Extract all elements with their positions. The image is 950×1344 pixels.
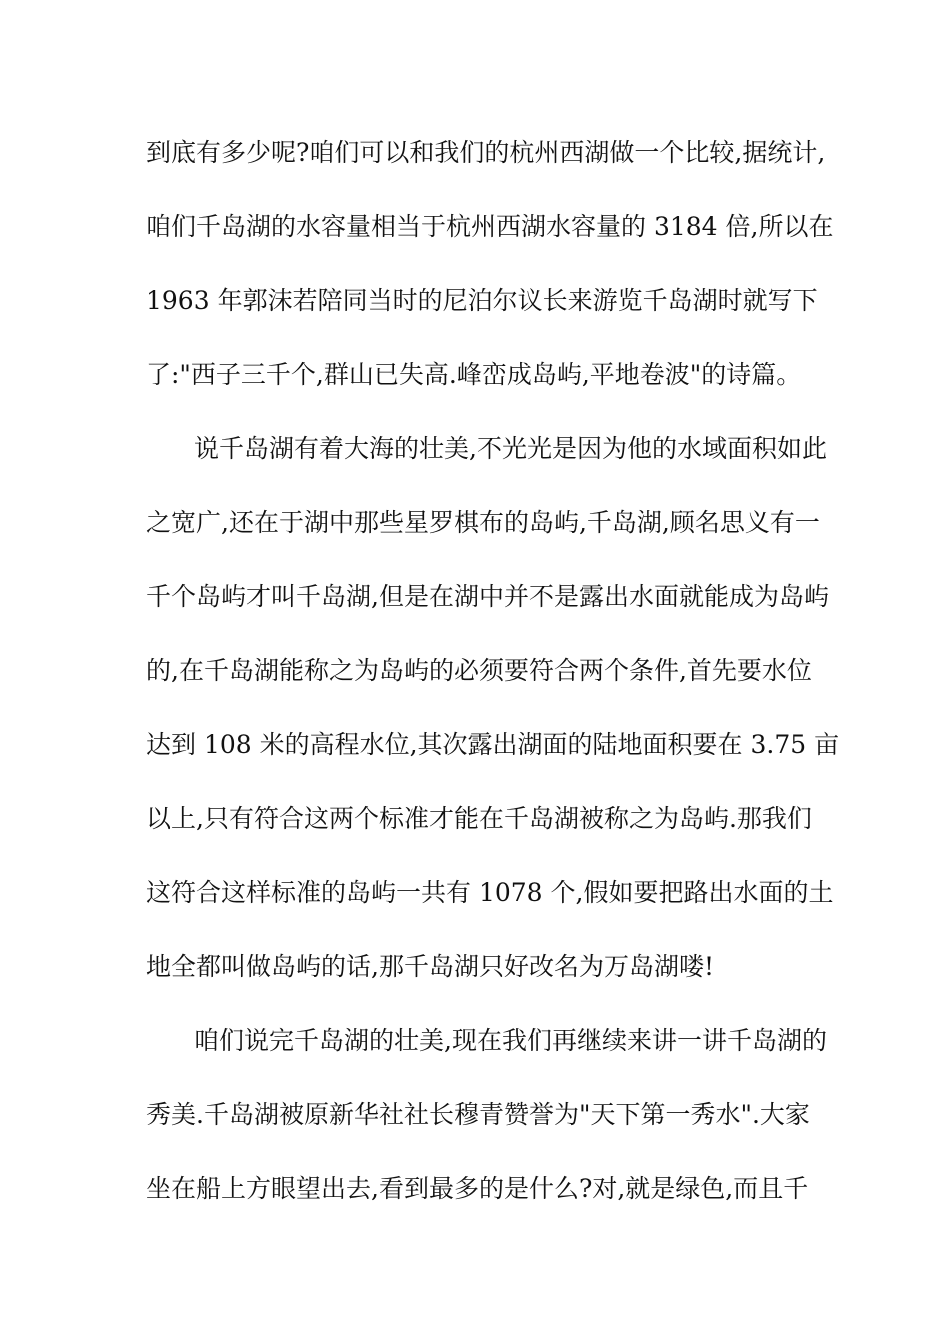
text-line-3: 1963 年郭沫若陪同当时的尼泊尔议长来游览千岛湖时就写下 (146, 286, 818, 315)
text-line-11: 这符合这样标准的岛屿一共有 1078 个,假如要把路出水面的土 (146, 878, 834, 907)
text-line-2: 咱们千岛湖的水容量相当于杭州西湖水容量的 3184 倍,所以在 (146, 212, 834, 241)
text-line-7: 千个岛屿才叫千岛湖,但是在湖中并不是露出水面就能成为岛屿 (146, 582, 829, 611)
text-line-9: 达到 108 米的高程水位,其次露出湖面的陆地面积要在 3.75 亩 (146, 730, 840, 759)
text-line-5: 说千岛湖有着大海的壮美,不光光是因为他的水域面积如此 (194, 434, 827, 463)
text-line-4: 了:"西子三千个,群山已失高.峰峦成岛屿,平地卷波"的诗篇。 (146, 360, 802, 389)
text-line-12: 地全都叫做岛屿的话,那千岛湖只好改名为万岛湖喽! (146, 952, 714, 981)
text-line-15: 坐在船上方眼望出去,看到最多的是什么?对,就是绿色,而且千 (146, 1174, 809, 1203)
text-line-13: 咱们说完千岛湖的壮美,现在我们再继续来讲一讲千岛湖的 (194, 1026, 827, 1055)
text-line-6: 之宽广,还在于湖中那些星罗棋布的岛屿,千岛湖,顾名思义有一 (146, 508, 820, 537)
text-line-8: 的,在千岛湖能称之为岛屿的必须要符合两个条件,首先要水位 (146, 656, 812, 685)
text-line-10: 以上,只有符合这两个标准才能在千岛湖被称之为岛屿.那我们 (146, 804, 812, 833)
text-line-1: 到底有多少呢?咱们可以和我们的杭州西湖做一个比较,据统计, (146, 138, 826, 167)
text-line-14: 秀美.千岛湖被原新华社社长穆青赞誉为"天下第一秀水".大家 (146, 1100, 810, 1129)
